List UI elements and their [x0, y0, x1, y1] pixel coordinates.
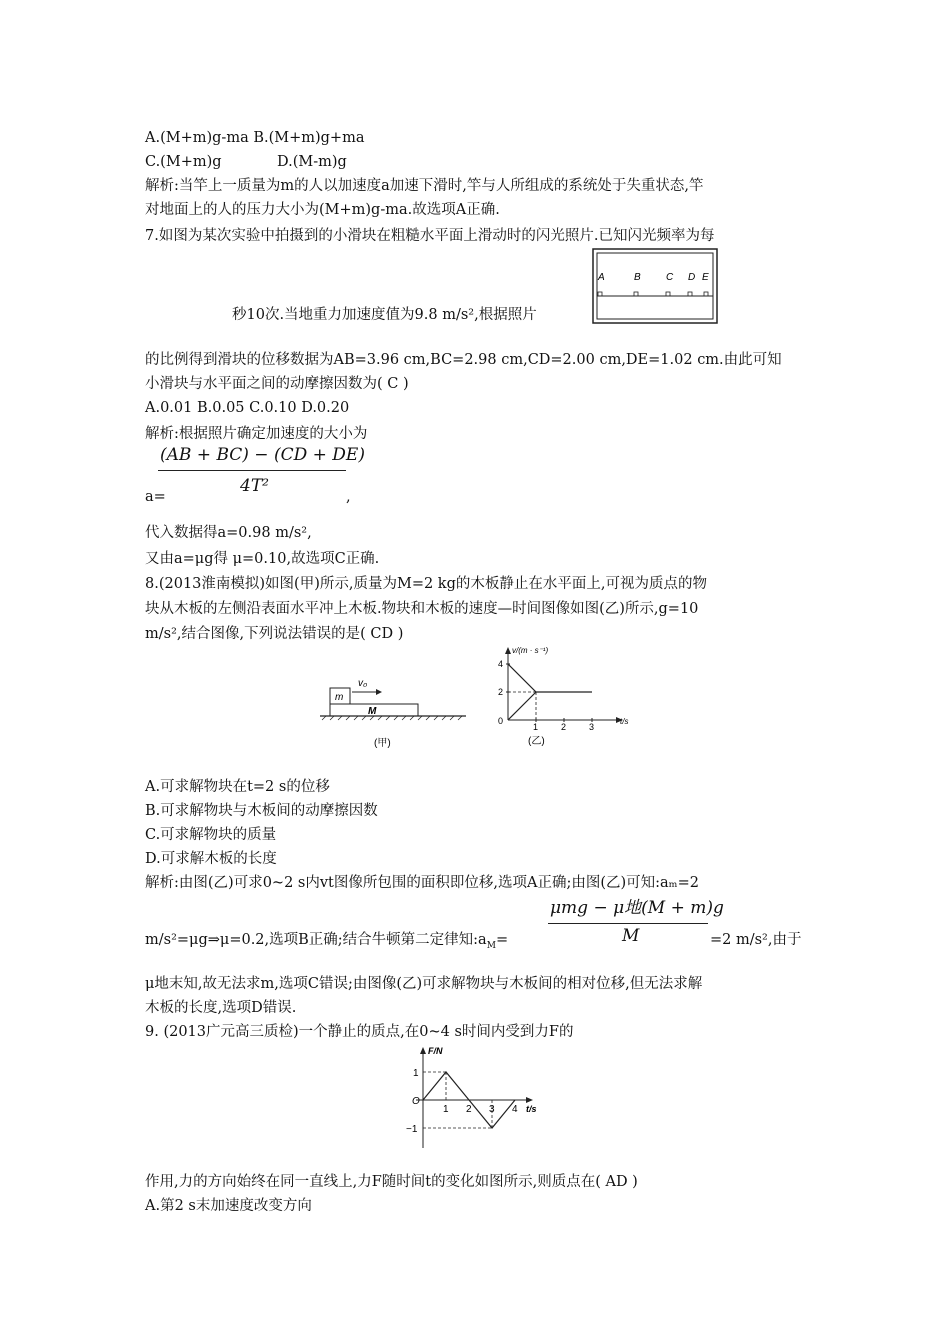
- board-M-label: M: [368, 706, 377, 717]
- v0-arrow-head: [376, 689, 382, 695]
- ft-x-arrow: [526, 1097, 533, 1103]
- q7-flash-photo: [592, 248, 718, 324]
- q8-frac-numerator: μmg − μ地(M + m)g: [550, 898, 724, 918]
- q7-analysis: 解析:根据照片确定加速度的大小为: [145, 426, 368, 442]
- q6-option-c: C.(M+m)g: [145, 154, 222, 170]
- q7-stem-line2: 秒10次.当地重力加速度值为9.8 m/s²,根据照片: [232, 307, 537, 323]
- q7-substitute-line2: 又由a=μg得 μ=0.10,故选项C正确.: [145, 551, 380, 567]
- q8-a-subscript: M: [486, 940, 496, 951]
- ft-tick-x-4: 4: [512, 1104, 518, 1115]
- q8-option-d: D.可求解木板的长度: [145, 851, 277, 867]
- q8-analysis-line3: μ地末知,故无法求m,选项C错误;由图像(乙)可求解物块与木板间的相对位移,但无法求解: [145, 976, 703, 992]
- photo-label-a: A: [598, 272, 605, 283]
- q7-comma: ,: [346, 489, 351, 505]
- slider-block-a: [598, 292, 602, 296]
- vt-y-arrow: [505, 647, 511, 654]
- vt-series-board: [508, 692, 536, 720]
- q7-substitute-line1: 代入数据得a=0.98 m/s²,: [145, 525, 312, 541]
- q9-option-a: A.第2 s末加速度改变方向: [145, 1198, 312, 1214]
- ft-origin: O: [412, 1096, 420, 1107]
- ft-xlabel: t/s: [526, 1104, 537, 1114]
- q8-vt-chart: [488, 644, 638, 750]
- q9-stem-line2: 作用,力的方向始终在同一直线上,力F随时间t的变化如图所示,则质点在( AD ): [145, 1174, 638, 1190]
- ft-ylabel: F/N: [428, 1046, 443, 1056]
- vt-origin: 0: [498, 716, 504, 726]
- vt-tick-x-2: 2: [561, 722, 567, 732]
- q8-analysis-line1: 解析:由图(乙)可求0~2 s内vt图像所包围的面积即位移,选项A正确;由图(乙)可知:aₘ=2: [145, 875, 699, 891]
- q7-options: A.0.01 B.0.05 C.0.10 D.0.20: [145, 400, 350, 416]
- vt-tick-x-3: 3: [589, 722, 595, 732]
- vt-xlabel: t/s: [620, 717, 629, 726]
- photo-label-d: D: [688, 272, 696, 283]
- v0-label: v₀: [358, 678, 368, 689]
- photo-label-e: E: [702, 272, 709, 283]
- slider-block-d: [688, 292, 692, 296]
- q6-option-d: D.(M-m)g: [277, 154, 347, 170]
- q8-analysis-line2: [145, 930, 508, 956]
- photo-label-b: B: [634, 272, 641, 283]
- q8-option-c: C.可求解物块的质量: [145, 827, 277, 843]
- ft-tick-x-1: 1: [443, 1104, 449, 1115]
- q6-analysis-line2: 对地面上的人的压力大小为(M+m)g-ma.故选项A正确.: [145, 202, 500, 218]
- ft-tick-y-minus1: −1: [406, 1124, 418, 1135]
- q7-frac-denominator: 4T²: [240, 476, 269, 496]
- q8-frac-bar: [548, 923, 708, 924]
- photo-label-c: C: [666, 272, 674, 283]
- q7-frac-numerator: (AB + BC) − (CD + DE): [160, 445, 365, 465]
- q7-frac-bar: [158, 470, 346, 471]
- q7-stem-line4: 小滑块与水平面之间的动摩擦因数为( C ): [145, 376, 409, 392]
- q8-frac-denominator: M: [622, 926, 640, 946]
- q7-stem-line3: 的比例得到滑块的位移数据为AB=3.96 cm,BC=2.98 cm,CD=2.00 cm,DE=1.02 cm.由此可知: [145, 352, 782, 368]
- q7-stem-line1: 7.如图为某次实验中拍摄到的小滑块在粗糙水平面上滑动时的闪光照片.已知闪光频率为每: [145, 228, 715, 244]
- q9-ft-chart: [376, 1044, 546, 1152]
- vt-ylabel: v/(m · s⁻¹): [512, 646, 549, 655]
- q9-stem-line1: 9. (2013广元高三质检)一个静止的质点,在0~4 s时间内受到力F的: [145, 1024, 574, 1040]
- figure-b-caption: (乙): [528, 736, 545, 747]
- ft-tick-y-1: 1: [413, 1068, 419, 1079]
- q8-analysis-line2-left: m/s²=μg⇒μ=0.2,选项B正确;结合牛顿第二定律知:a: [145, 932, 487, 948]
- vt-tick-y-4: 4: [498, 659, 504, 669]
- ft-y-arrow: [420, 1047, 426, 1054]
- q6-analysis-line1: 解析:当竿上一质量为m的人以加速度a加速下滑时,竿与人所组成的系统处于失重状态,竿: [145, 178, 704, 194]
- q8-option-a: A.可求解物块在t=2 s的位移: [145, 779, 330, 795]
- slider-block-e: [704, 292, 708, 296]
- q8-analysis-line4: 木板的长度,选项D错误.: [145, 1000, 297, 1016]
- q8-stem-line1: 8.(2013淮南模拟)如图(甲)所示,质量为M=2 kg的木板静止在水平面上,可视为质点的物: [145, 576, 707, 592]
- block-m-label: m: [335, 692, 344, 703]
- q8-analysis-line2-right: =2 m/s²,由于: [710, 932, 802, 948]
- vt-series-block: [508, 664, 592, 692]
- slider-block-c: [666, 292, 670, 296]
- q8-stem-line2: 块从木板的左侧沿表面水平冲上木板.物块和木板的速度—时间图像如图(乙)所示,g=10: [145, 601, 699, 617]
- q8-option-b: B.可求解物块与木板间的动摩擦因数: [145, 803, 378, 819]
- ft-tick-x-3: 3: [489, 1104, 495, 1115]
- slider-block-b: [634, 292, 638, 296]
- q8-stem-line3: m/s²,结合图像,下列说法错误的是( CD ): [145, 626, 404, 642]
- q8-figure-a: [318, 672, 468, 752]
- q7-a-equals: a=: [145, 489, 166, 505]
- ft-tick-x-2: 2: [466, 1104, 472, 1115]
- vt-tick-y-2: 2: [498, 687, 504, 697]
- vt-tick-x-1: 1: [533, 722, 539, 732]
- q8-a-equals: =: [495, 932, 509, 948]
- q6-option-ab: A.(M+m)g-ma B.(M+m)g+ma: [145, 130, 365, 146]
- figure-a-caption: (甲): [374, 738, 391, 749]
